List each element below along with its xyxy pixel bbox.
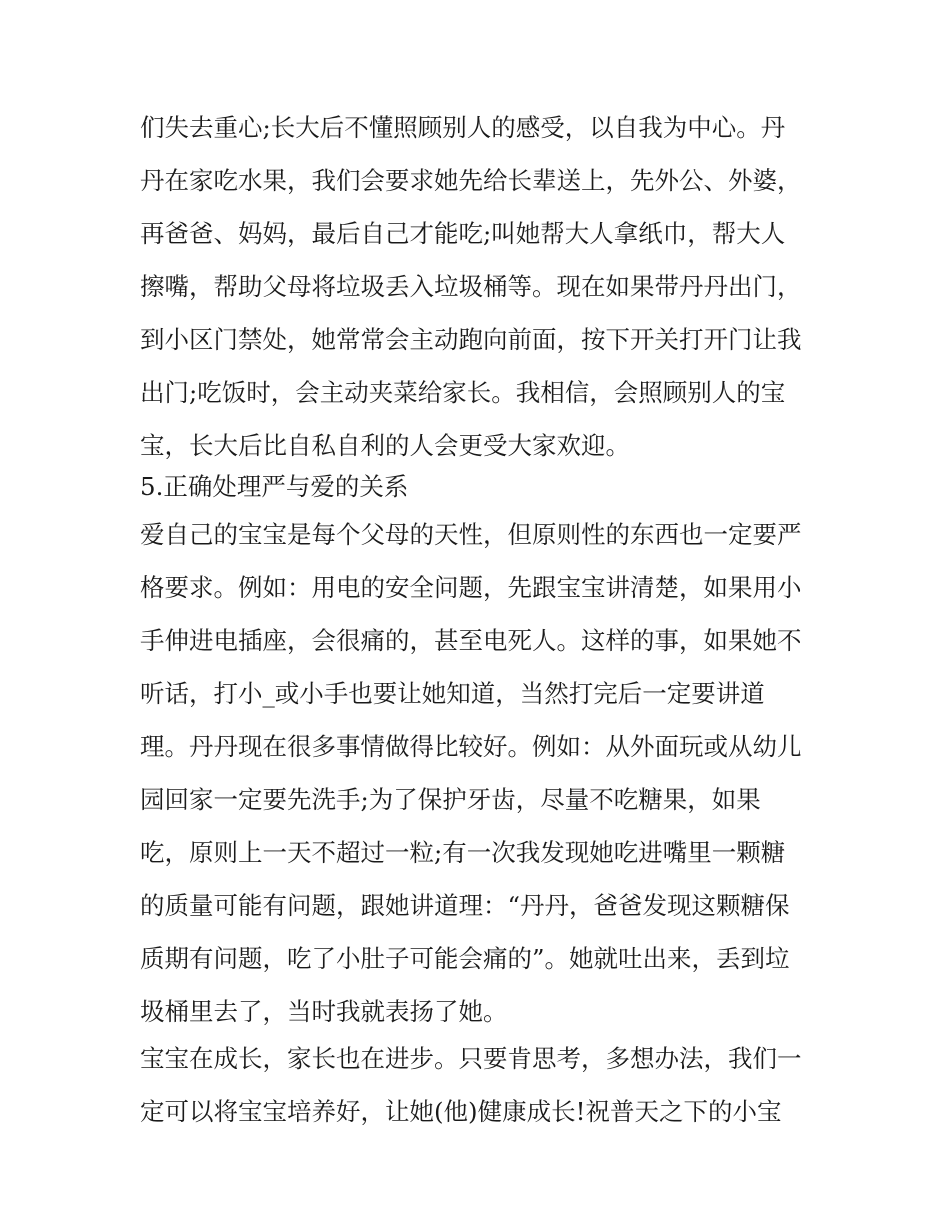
text-line: 爱自己的宝宝是每个父母的天性，但原则性的东西也一定要严 <box>140 520 802 549</box>
text-line: 丹在家吃水果，我们会要求她先给长辈送上，先外公、外婆， <box>140 166 802 195</box>
text-line: 吃，原则上一天不超过一粒;有一次我发现她吃进嘴里一颗糖 <box>140 838 786 867</box>
text-line: 理。丹丹现在很多事情做得比较好。例如：从外面玩或从幼儿 <box>140 732 802 761</box>
text-line: 手伸进电插座，会很痛的，甚至电死人。这样的事，如果她不 <box>140 626 802 655</box>
text-line: 圾桶里去了，当时我就表扬了她。 <box>140 997 508 1026</box>
text-line: 再爸爸、妈妈，最后自己才能吃;叫她帮大人拿纸巾，帮大人 <box>140 219 786 248</box>
text-line: 出门;吃饭时，会主动夹菜给家长。我相信，会照顾别人的宝 <box>140 378 786 407</box>
text-line: 宝宝在成长，家长也在进步。只要肯思考，多想办法，我们一 <box>140 1044 802 1073</box>
text-line: 定可以将宝宝培养好，让她(他)健康成长!祝普天之下的小宝 <box>140 1097 782 1126</box>
section-heading: 5.正确处理严与爱的关系 <box>140 472 409 501</box>
text-line: 质期有问题，吃了小肚子可能会痛的”。她就吐出来，丢到垃 <box>140 944 790 973</box>
text-line: 格要求。例如：用电的安全问题，先跟宝宝讲清楚，如果用小 <box>140 573 802 602</box>
text-line: 擦嘴，帮助父母将垃圾丢入垃圾桶等。现在如果带丹丹出门， <box>140 272 802 301</box>
text-line: 们失去重心;长大后不懂照顾别人的感受，以自我为中心。丹 <box>140 113 786 142</box>
text-line: 到小区门禁处，她常常会主动跑向前面，按下开关打开门让我 <box>140 325 802 354</box>
text-line: 的质量可能有问题，跟她讲道理：“丹丹，爸爸发现这颗糖保 <box>140 891 790 920</box>
text-line: 宝，长大后比自私自利的人会更受大家欢迎。 <box>140 431 630 460</box>
text-line: 园回家一定要先洗手;为了保护牙齿，尽量不吃糖果，如果 <box>140 785 761 814</box>
text-line: 听话，打小_或小手也要让她知道，当然打完后一定要讲道 <box>140 679 765 708</box>
